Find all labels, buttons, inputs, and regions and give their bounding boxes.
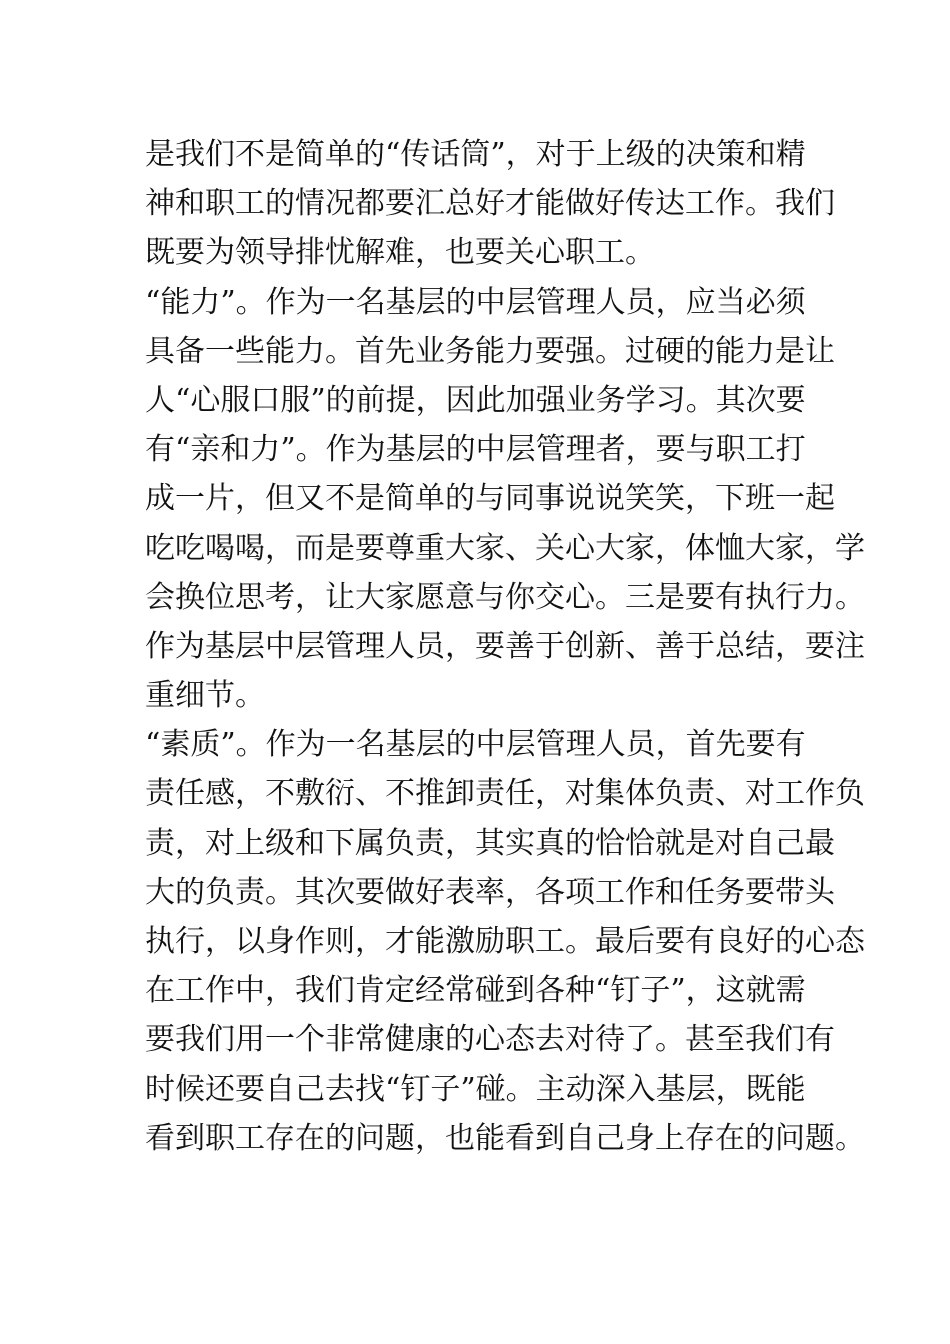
text-line: 作为基层中层管理人员，要善于创新、善于总结，要注 [145,628,865,664]
text-line: 人“心服口服”的前提，因此加强业务学习。其次要 [145,382,806,418]
text-line: 执行，以身作则，才能激励职工。最后要有良好的心态 [145,924,865,959]
text-line: 责任感，不敷衍、不推卸责任，对集体负责、对工作负 [145,776,865,812]
text-line: 吃吃喝喝，而是要尊重大家、关心大家，体恤大家，学 [145,530,865,566]
text-line: 重细节。 [145,678,265,714]
text-line: 在工作中，我们肯定经常碰到各种“钉子”，这就需 [145,973,806,1009]
text-line: “能力”。作为一名基层的中层管理人员，应当必须 [145,284,806,320]
text-line: 有“亲和力”。作为基层的中层管理者，要与职工打 [145,432,806,468]
text-line: 具备一些能力。首先业务能力要强。过硬的能力是让 [145,333,835,369]
text-line: 责，对上级和下属负责，其实真的恰恰就是对自己最 [145,825,835,861]
text-line: 成一片，但又不是简单的与同事说说笑笑，下班一起 [145,481,835,517]
text-line: 大的负责。其次要做好表率，各项工作和任务要带头 [145,874,835,910]
text-line: 会换位思考，让大家愿意与你交心。三是要有执行力。 [145,579,865,615]
text-line: 既要为领导排忧解难，也要关心职工。 [145,235,655,271]
text-line: 时候还要自己去找“钉子”碰。主动深入基层，既能 [145,1071,806,1107]
text-line: 神和职工的情况都要汇总好才能做好传达工作。我们 [145,186,835,222]
text-line: “素质”。作为一名基层的中层管理人员，首先要有 [145,727,806,763]
text-line: 看到职工存在的问题，也能看到自己身上存在的问题。 [145,1120,865,1156]
text-line: 是我们不是简单的“传话筒”，对于上级的决策和精 [145,137,806,172]
body-text [145,130,865,1163]
text-line: 要我们用一个非常健康的心态去对待了。甚至我们有 [145,1022,835,1058]
